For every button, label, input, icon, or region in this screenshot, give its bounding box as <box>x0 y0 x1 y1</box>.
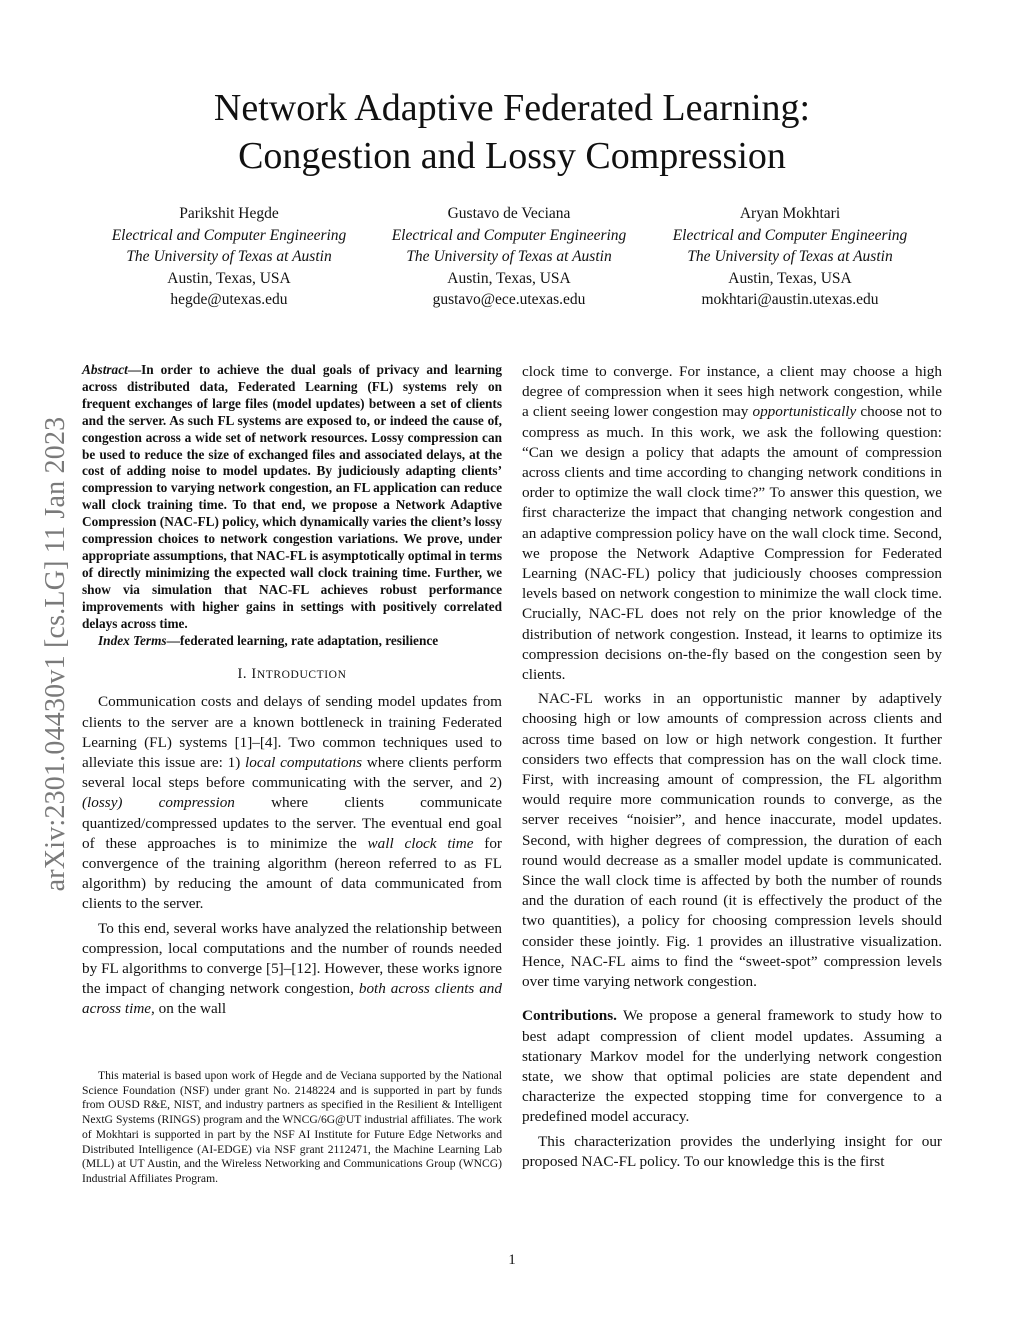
author-university: The University of Texas at Austin <box>126 248 332 265</box>
text-run-italic: (lossy) compression <box>82 794 235 812</box>
author-name: Gustavo de Veciana <box>447 205 571 222</box>
author-university: The University of Texas at Austin <box>687 248 893 265</box>
author-department: Electrical and Computer Engineering <box>391 226 627 244</box>
index-terms-label: Index Terms <box>98 632 167 648</box>
section-title-rest: NTRODUCTION <box>256 669 347 682</box>
text-run: , on the wall <box>151 1000 227 1018</box>
author-block-1 <box>94 203 364 311</box>
section-initial: I <box>251 666 257 683</box>
arxiv-id[interactable]: arXiv:2301.04430v1 [cs.LG] 11 Jan 2023 <box>40 416 71 892</box>
paper-title <box>0 84 1024 180</box>
author-department: Electrical and Computer Engineering <box>672 226 908 244</box>
text-run-italic: local computations <box>245 754 363 772</box>
text-run: where clients perform several local steps before communicating with the server, and 2) <box>82 754 502 792</box>
intro-paragraph-5: This characterization provides the underlying insight for our proposed NAC-FL policy. To our knowledge this is the first <box>522 1132 942 1170</box>
footnote: This material is based upon work of Hegde and de Veciana supported by the National Science Foundation (NSF) under grant No. 2148224 and is supported in part by funds from OUSD R&E, NIST, and industry partners as specified in the Resilient & Intelligent NextG Systems (RINGS) program and the WNCG/6G@UT industrial affiliates. The work of Mokhtari is supported in part by the NSF AI Institute for Future Edge Networks and Distributed Intelligence (AI-EDGE) via NSF grant 2112471, the Machine Learning Lab (MLL) at UT Austin, and the Wireless Networking and Communications Group (WNCG) Industrial Affiliates Program. <box>82 1069 502 1185</box>
text-run: Communication costs and delays of sending model updates from clients to the server are a known bottleneck in training Federated Learning (FL) systems [1]–[4]. Two common techniques used to alleviate this issue are: 1) <box>82 693 502 772</box>
intro-paragraph-2-continued <box>522 362 942 685</box>
author-location: Austin, Texas, USA <box>167 269 291 287</box>
text-run-italic: opportunistically <box>752 403 857 421</box>
author-block-2 <box>374 203 644 311</box>
abstract <box>82 362 502 633</box>
text-run-italic: both across clients and across time <box>82 980 502 1018</box>
contributions-paragraph <box>522 1006 942 1127</box>
intro-paragraph-2 <box>82 919 502 1020</box>
index-terms-text: —federated learning, rate adaptation, resilience <box>166 632 439 648</box>
contributions-label: Contributions. <box>522 1007 617 1025</box>
author-location: Austin, Texas, USA <box>728 269 852 287</box>
text-run: To this end, several works have analyzed the relationship between compression, local computations and the number of rounds needed by FL algorithms to converge [5]–[12]. However, these works ignore the impact of changing network congestion, <box>82 919 502 998</box>
abstract-label: Abstract <box>82 362 128 377</box>
page-number: 1 <box>508 1252 516 1268</box>
author-location: Austin, Texas, USA <box>447 269 571 287</box>
intro-paragraph-1 <box>82 692 502 914</box>
text-run: clock time to converge. For instance, a client may choose a high degree of compression when it sees high network congestion, while a client seeing lower congestion may <box>522 363 942 421</box>
author-name: Aryan Mokhtari <box>739 205 841 222</box>
section-heading-introduction <box>82 666 502 683</box>
section-number: I. <box>237 666 252 683</box>
text-run: where clients communicate quantized/compressed updates to the server. The eventual end goal of these approaches is to minimize the <box>82 794 502 852</box>
abstract-text: —In order to achieve the dual goals of privacy and learning across distributed data, Federated Learning (FL) systems rely on frequent exchanges of large files (model updates) between a set of clients and the server. As such FL systems are exposed to, or indeed the cause of, congestion across a wide set of network resources. Lossy compression can be used to reduce the size of exchanged files and associated delays, at the cost of adding noise to model updates. By judiciously adapting clients’ compression to varying network congestion, an FL application can reduce wall clock training time. To that end, we propose a Network Adaptive Compression (NAC-FL) policy, which dynamically varies the client’s lossy compression choices to network congestion variations. We prove, under appropriate assumptions, that NAC-FL is asymptotically optimal in terms of directly minimizing the expected wall clock training time. Further, we show via simulation that NAC-FL achieves robust performance improvements with higher gains in settings with positively correlated delays across time. <box>82 362 502 631</box>
text-run: choose not to compress as much. In this work, we ask the following question: “Can we design a policy that adapts the amount of compression across clients and time according to changing network conditions in order to optimize the wall clock time?” To answer this question, we first characterize the impact that changing network congestion and an adaptive compression policy have on the wall clock time. Second, we propose the Network Adaptive Compression for Federated Learning (NAC-FL) policy that judiciously chooses compression levels based on network congestion to minimize the wall clock time. Crucially, NAC-FL does not rely on the prior knowledge of the distribution of network congestion. Instead, it learns to optimize its compression decisions on-the-fly based on the congestion seen by clients. <box>522 403 942 684</box>
author-email[interactable]: gustavo@ece.utexas.edu <box>432 291 586 308</box>
text-run: for convergence of the training algorithm (hereon referred to as FL algorithm) by reducing the amount of data communicated from clients to the server. <box>82 834 502 913</box>
right-column <box>522 362 942 1172</box>
title-line-2: Congestion and Lossy Compression <box>238 135 786 177</box>
author-email[interactable]: mokhtari@austin.utexas.edu <box>701 291 879 308</box>
author-department: Electrical and Computer Engineering <box>111 226 347 244</box>
text-run-italic: wall clock time <box>367 834 474 852</box>
author-block-3 <box>655 203 925 311</box>
author-name: Parikshit Hegde <box>179 205 279 222</box>
title-line-1: Network Adaptive Federated Learning: <box>213 87 811 129</box>
author-email[interactable]: hegde@utexas.edu <box>170 291 288 308</box>
author-university: The University of Texas at Austin <box>406 248 612 265</box>
index-terms <box>82 633 502 650</box>
contributions-text: We propose a general framework to study how to best adapt compression of client model updates. Assuming a stationary Markov model for the underlying network congestion state, we show that optimal policies are state dependent and characterize the expected stopping time for convergence to a predefined model accuracy. <box>522 1007 942 1126</box>
left-column <box>82 362 502 1020</box>
intro-paragraph-3: NAC-FL works in an opportunistic manner by adaptively choosing high or low amounts of compression across clients and across time based on low or high network congestion. It further considers two effects that compression has on the wall clock time. First, with increasing amount of compression, the FL algorithm would require more communication rounds to converge, as the server receives “noisier”, and hence inaccurate, model updates. Second, with higher degrees of compression, the duration of each round would decrease as a smaller model update is communicated. Since the wall clock time is affected by both the number of rounds and the duration of each round (it is effectively the product of the two quantities), a policy for choosing compression levels should consider these jointly. Fig. 1 provides an illustrative visualization. Hence, NAC-FL aims to find the “sweet-spot” compression levels over time varying network congestion. <box>522 690 942 991</box>
